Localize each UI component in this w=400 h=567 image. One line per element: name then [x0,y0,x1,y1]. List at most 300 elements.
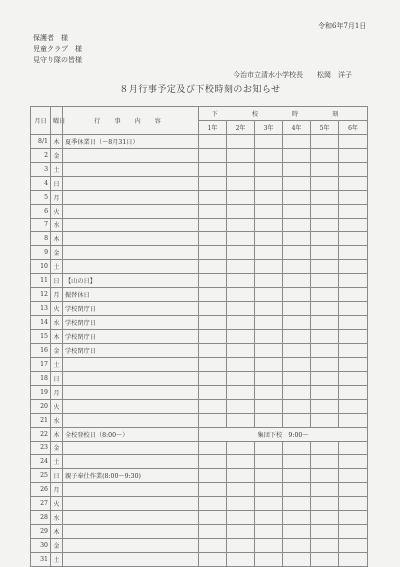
document-date: 令和6年7月1日 [318,22,367,30]
table-row [31,246,368,260]
row-grade-cell [283,316,311,330]
row-grade-cell [283,483,311,497]
row-grade-cell [255,455,283,469]
row-event: 【山の日】 [63,274,199,288]
row-grade-cell [255,246,283,260]
row-grade-cell [283,469,311,483]
row-grade-cell [227,134,255,148]
row-grade-cell [283,525,311,539]
row-grade-cell [339,148,368,162]
row-grade-cell [227,246,255,260]
table-row [31,511,368,525]
row-grade-cell [199,553,227,567]
table-row [31,162,368,176]
row-event [63,497,199,511]
row-grade-cell [199,357,227,371]
row-grade-cell [255,260,283,274]
grade-header: 4年 [283,120,311,134]
row-date: 4 [31,176,51,190]
row-day: 月 [51,288,63,302]
row-event [63,483,199,497]
row-day: 月 [51,190,63,204]
row-grade-cell [255,218,283,232]
table-row [31,553,368,567]
table-row [31,134,368,148]
row-grade-cell [255,399,283,413]
row-grade-cell [311,343,339,357]
header-dismissal-time: 下 校 時 刻 [199,107,368,121]
table-row [31,427,368,441]
row-grade-cell [311,553,339,567]
table-row [31,371,368,385]
row-grade-cell [227,162,255,176]
document-title: ８月行事予定及び下校時刻のお知らせ [119,85,281,95]
row-date: 17 [31,357,51,371]
row-grade-cell [311,134,339,148]
row-grade-cell [199,302,227,316]
row-event [63,232,199,246]
row-grade-cell [199,330,227,344]
row-grade-cell [255,525,283,539]
row-grade-cell [311,385,339,399]
row-day: 日 [51,371,63,385]
table-row [31,288,368,302]
row-date: 29 [31,525,51,539]
row-grade-cell [227,399,255,413]
table-row [31,539,368,553]
row-grade-cell [227,176,255,190]
table-row [31,455,368,469]
row-grade-cell [227,288,255,302]
row-grade-cell [255,190,283,204]
row-grade-cell [255,134,283,148]
row-day: 木 [51,427,63,441]
row-grade-cell [339,232,368,246]
row-grade-cell [311,162,339,176]
row-date: 12 [31,288,51,302]
row-day: 木 [51,232,63,246]
row-grade-cell [199,260,227,274]
row-day: 金 [51,441,63,455]
row-event [63,399,199,413]
row-grade-cell [339,218,368,232]
row-grade-cell [255,385,283,399]
row-grade-cell [311,539,339,553]
row-day: 木 [51,330,63,344]
row-grade-cell [199,511,227,525]
row-grade-cell [339,316,368,330]
row-grade-cell [227,441,255,455]
row-grade-cell [283,371,311,385]
row-date: 7 [31,218,51,232]
grade-header: 2年 [227,120,255,134]
row-grade-cell [227,497,255,511]
row-grade-cell [283,232,311,246]
row-grade-cell [311,511,339,525]
row-grade-cell [311,274,339,288]
row-grade-cell [199,371,227,385]
row-event [63,204,199,218]
row-day: 金 [51,148,63,162]
row-grade-cell [199,469,227,483]
table-row [31,204,368,218]
row-grade-cell [199,176,227,190]
row-grade-cell [199,246,227,260]
row-event [63,357,199,371]
row-date: 3 [31,162,51,176]
row-grade-cell [255,232,283,246]
row-grade-cell [283,288,311,302]
row-event: 親子奉仕作業(8:00～9:30) [63,469,199,483]
row-grade-cell [311,525,339,539]
row-grade-cell [339,246,368,260]
row-grade-cell [311,190,339,204]
row-grade-cell [311,371,339,385]
row-grade-cell [311,413,339,427]
row-day: 火 [51,399,63,413]
row-grade-cell [255,204,283,218]
row-date: 20 [31,399,51,413]
row-event: 学校閉庁日 [63,330,199,344]
row-grade-cell [339,288,368,302]
row-grade-cell [227,539,255,553]
table-row [31,316,368,330]
row-grade-cell [311,330,339,344]
row-grade-cell [339,539,368,553]
row-event [63,162,199,176]
row-grade-cell [199,413,227,427]
row-grade-cell [255,469,283,483]
table-row [31,176,368,190]
row-grade-cell [255,413,283,427]
row-date: 10 [31,260,51,274]
row-grade-cell [199,399,227,413]
addressee-parents: 保護者 様 [33,34,68,42]
row-grade-cell [227,190,255,204]
row-day: 火 [51,302,63,316]
row-event [63,455,199,469]
row-grade-cell [255,288,283,302]
row-grade-cell [199,288,227,302]
table-row [31,385,368,399]
row-grade-cell [339,399,368,413]
row-grade-cell [255,176,283,190]
row-grade-cell [311,218,339,232]
row-day: 水 [51,316,63,330]
row-day: 金 [51,539,63,553]
row-grade-cell [199,343,227,357]
row-grade-cell [283,357,311,371]
table-row [31,148,368,162]
row-grade-cell [199,525,227,539]
grade-header: 1年 [199,120,227,134]
row-grade-cell [311,469,339,483]
row-day: 土 [51,553,63,567]
row-event [63,413,199,427]
row-grade-cell [199,218,227,232]
row-grade-cell [311,441,339,455]
row-day: 日 [51,176,63,190]
row-grade-cell [311,497,339,511]
row-day: 金 [51,246,63,260]
row-grade-cell [339,190,368,204]
table-row [31,218,368,232]
row-date: 13 [31,302,51,316]
row-grade-cell [227,469,255,483]
schedule-body [31,134,368,566]
row-event [63,246,199,260]
row-grade-cell [283,134,311,148]
row-grade-cell [311,204,339,218]
row-day: 日 [51,469,63,483]
row-date: 18 [31,371,51,385]
row-grade-cell [227,553,255,567]
header-date: 月日 [31,107,51,135]
row-grade-cell [255,148,283,162]
table-row [31,357,368,371]
row-grade-cell [339,371,368,385]
row-day: 木 [51,525,63,539]
row-day: 火 [51,204,63,218]
row-grade-cell [311,399,339,413]
row-grade-cell [227,232,255,246]
row-event: 振替休日 [63,288,199,302]
schedule-table [30,106,368,567]
grade-header: 6年 [339,120,368,134]
row-grade-cell [255,483,283,497]
row-grade-cell [283,190,311,204]
row-grade-cell [255,441,283,455]
row-grade-cell [255,274,283,288]
addressee-list [33,33,82,66]
row-event: 学校閉庁日 [63,316,199,330]
row-grade-cell [283,330,311,344]
row-grade-cell [255,162,283,176]
row-grade-cell [339,497,368,511]
row-event [63,441,199,455]
table-row [31,413,368,427]
table-row [31,232,368,246]
row-grade-cell [339,343,368,357]
row-grade-cell [311,316,339,330]
table-row [31,260,368,274]
row-day: 金 [51,343,63,357]
row-date: 8/1 [31,134,51,148]
row-event: 全校登校日（8:00～） [63,427,199,441]
table-row [31,525,368,539]
row-grade-cell [283,553,311,567]
row-grade-cell [339,330,368,344]
grade-header: 5年 [311,120,339,134]
row-date: 26 [31,483,51,497]
row-grade-cell [199,455,227,469]
row-grade-cell [227,525,255,539]
row-day: 土 [51,162,63,176]
row-dismissal-note: 集団下校 9:00～ [199,427,368,441]
row-event [63,511,199,525]
row-grade-cell [283,413,311,427]
row-grade-cell [199,232,227,246]
row-grade-cell [227,218,255,232]
row-grade-cell [227,316,255,330]
row-grade-cell [227,413,255,427]
row-date: 28 [31,511,51,525]
row-event [63,190,199,204]
row-grade-cell [199,204,227,218]
row-grade-cell [227,455,255,469]
row-date: 19 [31,385,51,399]
header-event: 行 事 内 容 [63,107,199,135]
row-event [63,148,199,162]
header-day: 曜日 [51,107,63,135]
row-grade-cell [255,330,283,344]
row-grade-cell [227,385,255,399]
row-grade-cell [339,204,368,218]
row-grade-cell [227,343,255,357]
row-grade-cell [283,343,311,357]
row-grade-cell [339,525,368,539]
row-grade-cell [283,148,311,162]
row-date: 16 [31,343,51,357]
row-grade-cell [311,176,339,190]
row-grade-cell [227,260,255,274]
row-grade-cell [339,134,368,148]
row-day: 土 [51,260,63,274]
row-grade-cell [283,539,311,553]
row-grade-cell [199,134,227,148]
row-date: 27 [31,497,51,511]
row-grade-cell [227,357,255,371]
row-event [63,371,199,385]
table-row [31,302,368,316]
row-grade-cell [311,148,339,162]
row-grade-cell [311,302,339,316]
row-date: 15 [31,330,51,344]
row-grade-cell [199,497,227,511]
row-day: 水 [51,511,63,525]
row-grade-cell [339,357,368,371]
table-row [31,497,368,511]
row-day: 日 [51,274,63,288]
row-grade-cell [311,232,339,246]
row-grade-cell [339,385,368,399]
row-grade-cell [311,260,339,274]
row-grade-cell [283,260,311,274]
row-grade-cell [199,274,227,288]
row-date: 2 [31,148,51,162]
row-grade-cell [283,497,311,511]
row-grade-cell [283,455,311,469]
row-grade-cell [339,455,368,469]
table-row [31,190,368,204]
sender-principal: 今治市立清水小学校長 松岡 洋子 [233,71,352,79]
row-grade-cell [283,385,311,399]
row-date: 21 [31,413,51,427]
row-grade-cell [227,330,255,344]
table-row [31,399,368,413]
row-grade-cell [227,274,255,288]
row-grade-cell [199,316,227,330]
row-grade-cell [227,204,255,218]
row-event [63,525,199,539]
row-grade-cell [339,413,368,427]
row-grade-cell [255,343,283,357]
row-grade-cell [283,218,311,232]
addressee-watch-volunteers: 見守り隊の皆様 [33,56,82,64]
row-event [63,176,199,190]
row-event: 学校閉庁日 [63,343,199,357]
row-grade-cell [255,553,283,567]
row-event [63,553,199,567]
row-grade-cell [255,511,283,525]
row-grade-cell [339,441,368,455]
row-date: 31 [31,553,51,567]
row-grade-cell [255,357,283,371]
row-date: 6 [31,204,51,218]
row-grade-cell [311,357,339,371]
row-event: 夏季休業日（～8月31日） [63,134,199,148]
row-date: 14 [31,316,51,330]
row-day: 月 [51,483,63,497]
row-event [63,260,199,274]
row-grade-cell [283,302,311,316]
row-grade-cell [283,204,311,218]
row-date: 9 [31,246,51,260]
row-day: 火 [51,497,63,511]
row-grade-cell [339,553,368,567]
grade-header: 3年 [255,120,283,134]
row-grade-cell [227,148,255,162]
row-date: 5 [31,190,51,204]
row-grade-cell [255,302,283,316]
row-event [63,539,199,553]
row-date: 25 [31,469,51,483]
row-grade-cell [339,274,368,288]
row-date: 22 [31,427,51,441]
row-day: 土 [51,357,63,371]
row-grade-cell [227,302,255,316]
row-grade-cell [311,455,339,469]
table-row [31,343,368,357]
row-grade-cell [199,441,227,455]
row-grade-cell [283,162,311,176]
table-row [31,274,368,288]
table-row [31,483,368,497]
row-grade-cell [199,190,227,204]
row-grade-cell [199,385,227,399]
row-grade-cell [199,162,227,176]
row-grade-cell [227,483,255,497]
row-date: 23 [31,441,51,455]
row-grade-cell [255,539,283,553]
row-grade-cell [227,371,255,385]
row-grade-cell [283,246,311,260]
row-grade-cell [255,497,283,511]
row-grade-cell [283,176,311,190]
row-day: 月 [51,385,63,399]
row-grade-cell [311,288,339,302]
row-grade-cell [339,176,368,190]
row-grade-cell [311,483,339,497]
row-date: 8 [31,232,51,246]
row-grade-cell [199,539,227,553]
row-day: 木 [51,134,63,148]
row-grade-cell [283,511,311,525]
row-grade-cell [283,274,311,288]
row-grade-cell [199,483,227,497]
row-grade-cell [283,441,311,455]
table-row [31,469,368,483]
